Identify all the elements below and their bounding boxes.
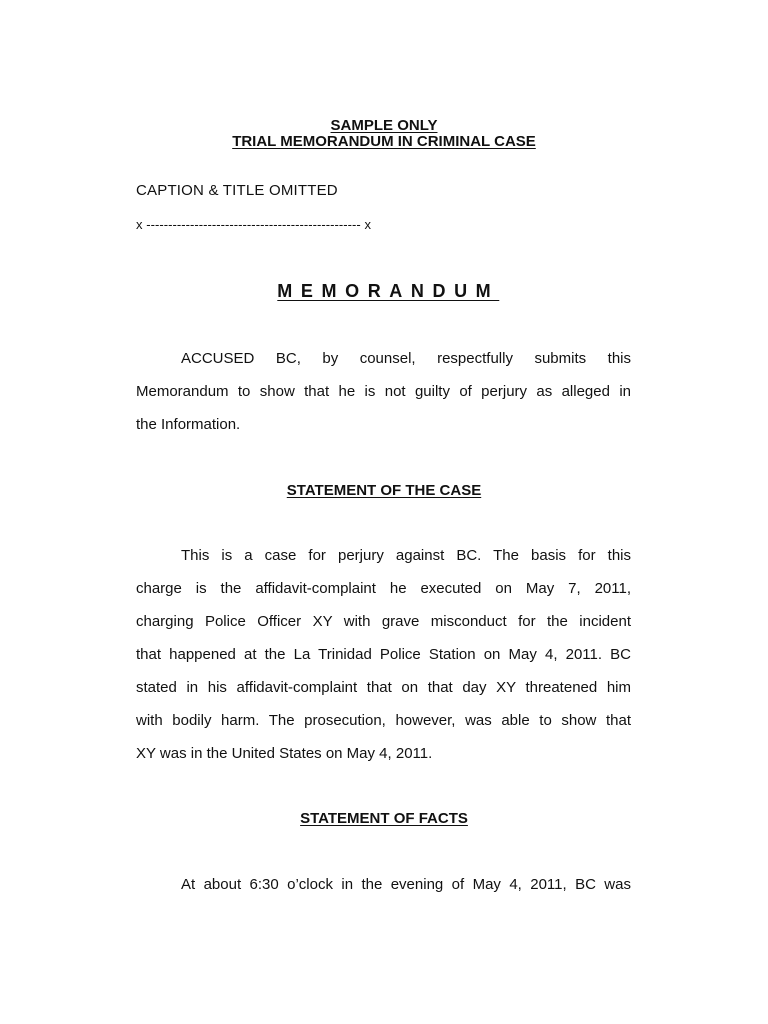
intro-line: ACCUSED BC, by counsel, respectfully submits this (181, 350, 631, 367)
case-line: stated in his affidavit-complaint that on that day XY threatened him (136, 679, 631, 696)
case-line: that happened at the La Trinidad Police Station on May 4, 2011. BC (136, 646, 631, 663)
intro-line: the Information. (136, 416, 241, 433)
case-line: XY was in the United States on May 4, 2011. (136, 745, 433, 762)
case-line: charge is the affidavit-complaint he executed on May 7, 2011, (136, 580, 631, 597)
document-subtitle: TRIAL MEMORANDUM IN CRIMINAL CASE (232, 133, 536, 150)
intro-line: Memorandum to show that he is not guilty of perjury as alleged in (136, 383, 631, 400)
sample-only-label: SAMPLE ONLY (330, 117, 438, 134)
caption-omitted: CAPTION & TITLE OMITTED (136, 182, 338, 199)
case-line: with bodily harm. The prosecution, however, was able to show that (136, 712, 631, 729)
statement-of-case-heading: STATEMENT OF THE CASE (286, 482, 482, 499)
case-line: This is a case for perjury against BC. The basis for this (181, 547, 631, 564)
caption-separator-line: x ------------------------------------------------- x (136, 217, 371, 232)
statement-of-facts-heading: STATEMENT OF FACTS (300, 810, 468, 827)
memorandum-title-text: MEMORANDUM (277, 281, 500, 301)
case-line: charging Police Officer XY with grave misconduct for the incident (136, 613, 631, 630)
memorandum-title (0, 281, 768, 302)
facts-line: At about 6:30 o’clock in the evening of May 4, 2011, BC was (181, 876, 631, 893)
